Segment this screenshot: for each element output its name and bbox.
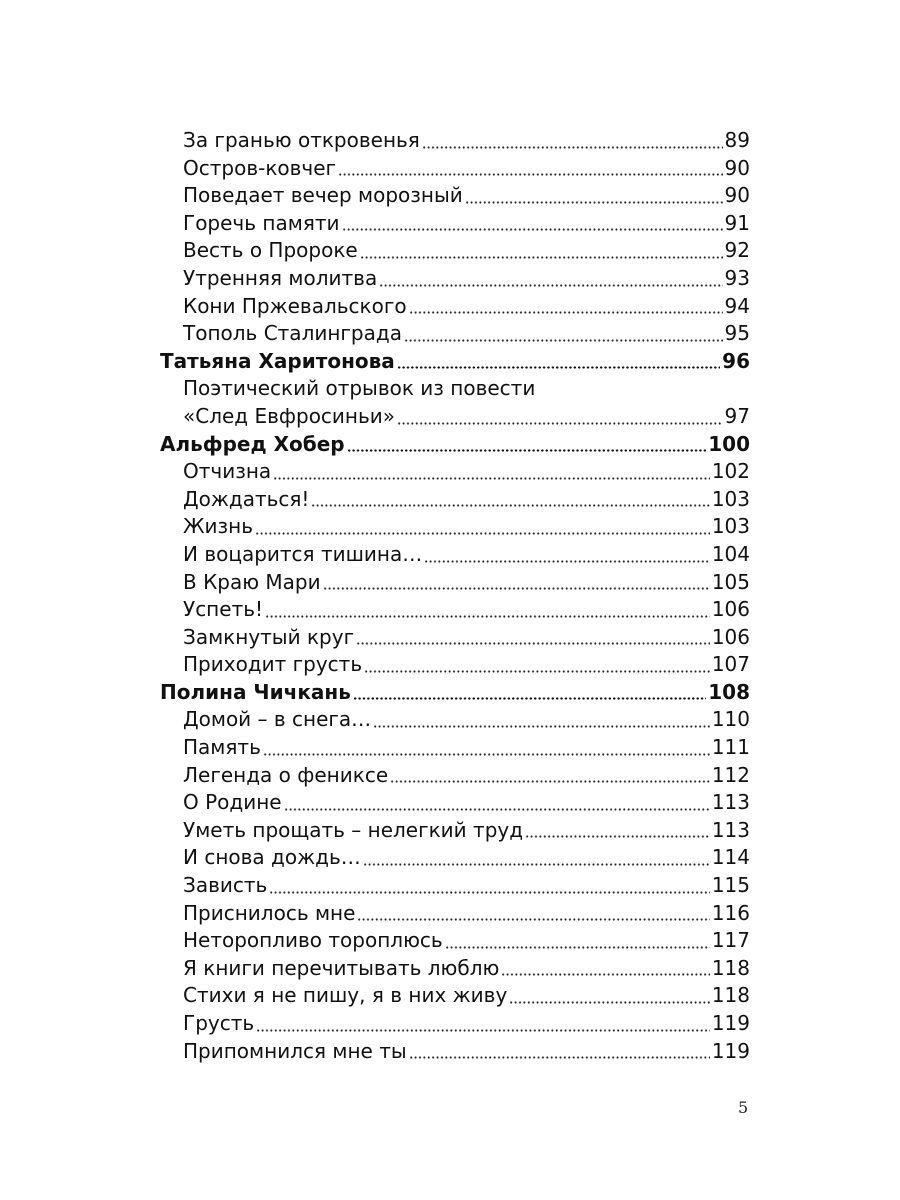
toc-page-number: 100 <box>708 431 750 456</box>
dot-leader <box>390 780 710 783</box>
toc-entry-title: В Краю Мари <box>183 569 321 594</box>
toc-entry <box>160 210 750 238</box>
dot-leader <box>265 615 710 618</box>
toc-page-number: 114 <box>711 845 750 870</box>
toc-page-number: 105 <box>711 569 750 594</box>
dot-leader <box>501 973 709 976</box>
toc-entry-title: И снова дождь… <box>183 845 361 870</box>
toc-entry-title: Стихи я не пишу, я в них живу <box>183 983 508 1008</box>
toc-page-number: 90 <box>724 155 750 180</box>
toc-author-entry <box>160 348 750 376</box>
toc-entry <box>160 624 750 652</box>
toc-entry <box>160 458 750 486</box>
toc-page-number: 113 <box>711 817 750 842</box>
toc-page-number: 89 <box>724 128 750 152</box>
dot-leader <box>397 422 723 425</box>
dot-leader <box>356 642 710 645</box>
toc-entry <box>160 844 750 872</box>
toc-page-number: 90 <box>724 183 750 208</box>
toc-entry <box>160 982 750 1010</box>
toc-page-number: 103 <box>711 514 750 539</box>
toc-entry-title: Я книги перечитывать люблю <box>183 955 500 980</box>
toc-entry-title: Припомнился мне ты <box>183 1038 407 1063</box>
toc-page-number: 119 <box>711 1011 750 1035</box>
dot-leader <box>357 918 709 921</box>
toc-page-number: 118 <box>711 955 750 980</box>
dot-leader <box>338 173 722 176</box>
toc-entry-title: Поведает вечер морозный <box>183 183 463 208</box>
toc-page-number: 107 <box>711 652 750 677</box>
toc-entry-title: Утренняя молитва <box>183 265 378 290</box>
dot-leader <box>424 560 710 563</box>
toc-entry <box>160 127 750 155</box>
dot-leader <box>404 339 723 342</box>
dot-leader <box>379 284 722 287</box>
toc-page-number: 102 <box>711 459 750 484</box>
toc-page-number: 97 <box>724 403 750 428</box>
dot-leader <box>269 891 710 894</box>
dot-leader <box>342 228 723 231</box>
toc-author-entry <box>160 679 750 707</box>
dot-leader <box>397 366 720 369</box>
dot-leader <box>263 753 710 756</box>
toc-entry-title: Кони Пржевальского <box>183 293 407 318</box>
toc-entry-title: Замкнутый круг <box>183 624 355 649</box>
toc-page-number: 112 <box>711 762 750 787</box>
dot-leader <box>363 863 710 866</box>
toc-entry <box>160 706 750 734</box>
toc-author-name: Татьяна Харитонова <box>160 348 395 373</box>
toc-page-number: 119 <box>711 1038 750 1063</box>
toc-entry-title: И воцарится тишина… <box>183 541 423 566</box>
toc-entry-title: Приснилось мне <box>183 900 356 925</box>
toc-page-number: 95 <box>724 321 750 346</box>
toc-entry <box>160 513 750 541</box>
toc-entry <box>160 872 750 900</box>
toc-entry-title: Домой – в снега… <box>183 707 372 732</box>
toc-entry <box>160 955 750 983</box>
toc-entry <box>160 817 750 845</box>
toc-page-number: 115 <box>711 873 750 898</box>
toc-entry-title: Поэтический отрывок из повести <box>183 376 536 401</box>
dot-leader <box>353 697 706 700</box>
toc-page-number: 108 <box>708 679 750 704</box>
dot-leader <box>373 725 710 728</box>
toc-entry <box>160 375 750 403</box>
page-number: 5 <box>738 1098 749 1117</box>
dot-leader <box>323 587 710 590</box>
toc-page-number: 94 <box>724 293 750 318</box>
toc-entry <box>160 900 750 928</box>
toc-entry <box>160 762 750 790</box>
toc-entry <box>160 155 750 183</box>
toc-entry <box>160 927 750 955</box>
dot-leader <box>255 532 710 535</box>
dot-leader <box>273 477 710 480</box>
toc-page-number: 118 <box>711 983 750 1008</box>
toc-page-number: 116 <box>711 900 750 925</box>
toc-author-name: Альфред Хобер <box>160 431 345 456</box>
toc-page-number: 104 <box>711 541 750 566</box>
toc-page-number: 113 <box>711 790 750 815</box>
toc-entry <box>160 293 750 321</box>
dot-leader <box>422 146 723 149</box>
toc-entry <box>160 569 750 597</box>
toc-entry <box>160 1010 750 1038</box>
table-of-contents <box>160 127 750 1065</box>
toc-author-name: Полина Чичкань <box>160 679 351 704</box>
toc-entry-title: Легенда о фениксе <box>183 762 389 787</box>
dot-leader <box>409 1056 710 1059</box>
toc-page-number: 93 <box>724 265 750 290</box>
toc-author-entry <box>160 431 750 459</box>
dot-leader <box>409 311 723 314</box>
toc-entry-title: Успеть! <box>183 597 264 622</box>
toc-page-number: 117 <box>711 928 750 953</box>
toc-entry-title: Отчизна <box>183 459 272 484</box>
toc-entry <box>160 265 750 293</box>
toc-entry-title: Весть о Пророке <box>183 238 358 263</box>
toc-entry-title: Память <box>183 735 261 760</box>
dot-leader <box>364 670 710 673</box>
toc-entry <box>160 789 750 817</box>
dot-leader <box>465 201 723 204</box>
toc-entry-title: За гранью откровенья <box>183 128 420 152</box>
toc-page-number: 92 <box>724 238 750 263</box>
toc-entry <box>160 734 750 762</box>
toc-entry-title: О Родине <box>183 790 282 815</box>
toc-entry <box>160 237 750 265</box>
toc-entry <box>160 486 750 514</box>
toc-entry-title: Дождаться! <box>183 486 310 511</box>
dot-leader <box>445 946 710 949</box>
dot-leader <box>311 504 709 507</box>
toc-entry <box>160 1038 750 1066</box>
toc-page-number: 91 <box>724 210 750 235</box>
toc-entry-title: Неторопливо тороплюсь <box>183 928 443 953</box>
toc-entry <box>160 596 750 624</box>
toc-entry-title: Тополь Сталинграда <box>183 321 402 346</box>
toc-entry <box>160 320 750 348</box>
toc-page-number: 106 <box>711 597 750 622</box>
toc-page-number: 103 <box>711 486 750 511</box>
dot-leader <box>525 835 710 838</box>
toc-entry-title: Жизнь <box>183 514 254 539</box>
dot-leader <box>256 1029 710 1032</box>
toc-entry-title: Зависть <box>183 873 268 898</box>
dot-leader <box>509 1001 710 1004</box>
toc-page-number: 96 <box>722 348 750 373</box>
toc-page-number: 111 <box>711 735 750 760</box>
dot-leader <box>284 808 710 811</box>
dot-leader <box>360 256 723 259</box>
toc-entry-title: Горечь памяти <box>183 210 340 235</box>
toc-entry <box>160 541 750 569</box>
toc-entry-title: Уметь прощать – нелегкий труд <box>183 817 524 842</box>
toc-page-number: 106 <box>711 624 750 649</box>
toc-entry-title: «След Евфросиньи» <box>183 403 396 428</box>
toc-entry <box>160 182 750 210</box>
toc-page-number: 110 <box>711 707 750 732</box>
toc-entry-title: Грусть <box>183 1011 255 1035</box>
toc-entry-title: Приходит грусть <box>183 652 363 677</box>
dot-leader <box>347 449 707 452</box>
toc-entry-title: Остров-ковчег <box>183 155 337 180</box>
toc-entry <box>160 651 750 679</box>
toc-entry <box>160 403 750 431</box>
